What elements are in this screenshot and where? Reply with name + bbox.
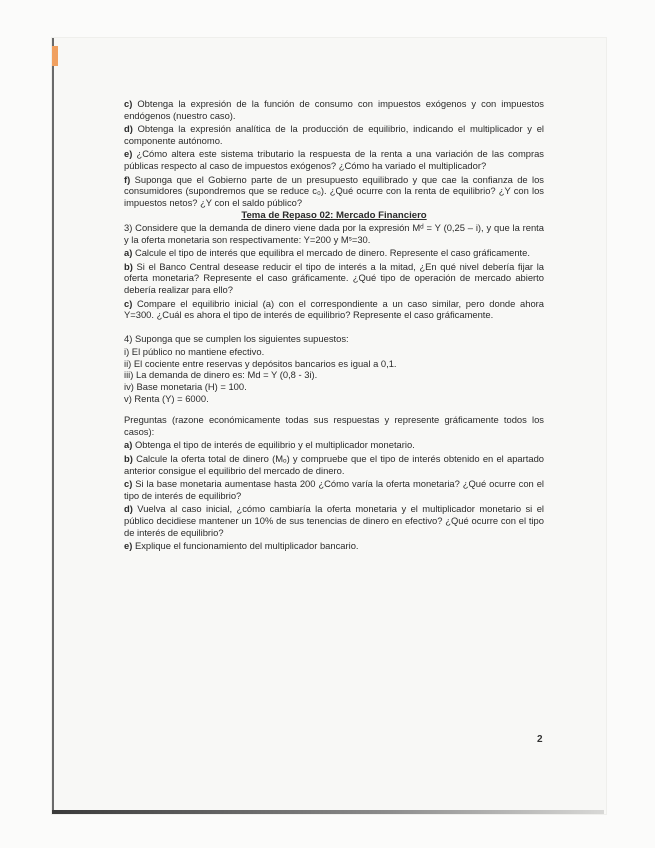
part1-item-c <box>124 98 544 121</box>
q4-intro: 4) Suponga que se cumplen los siguientes supuestos: <box>124 332 349 344</box>
q3-item-a <box>124 247 544 259</box>
part1-item-e <box>124 148 544 171</box>
q4-item-c <box>124 478 544 501</box>
q4-item-d <box>124 503 544 538</box>
assumption-item: iv) Base monetaria (H) = 100. <box>124 381 247 393</box>
item-label: a) <box>124 247 133 259</box>
item-text: Explique el funcionamiento del multiplicador bancario. <box>132 540 359 552</box>
q4-assumptions <box>124 346 544 404</box>
page-tab-mark <box>52 46 58 66</box>
page-bottom-edge <box>52 810 604 814</box>
q3-item-c <box>124 298 544 321</box>
item-text: ¿Cómo altera este sistema tributario la respuesta de la renta a una variación de las compras públicas respecto al caso de impuestos exógenos? ¿Cómo ha variado el multiplicador? <box>124 148 544 171</box>
item-label: a) <box>124 439 133 451</box>
item-label: c) <box>124 98 133 109</box>
item-text: Suponga que el Gobierno parte de un presupuesto equilibrado y que cae la confianza de los consumidores (supondremos que se reduce c₀). ¿Qué ocurre con la renta de equilibrio? ¿Y con los impuestos netos? ¿Y con el saldo público? <box>124 173 544 208</box>
item-label: b) <box>124 260 133 272</box>
item-text: Si la base monetaria aumentase hasta 200 ¿Cómo varía la oferta monetaria? ¿Qué ocurre con el tipo de interés de equilibrio? <box>124 478 544 501</box>
item-text: Calcule la oferta total de dinero (Mₒ) y compruebe que el tipo de interés obtenido en el apartado anterior consigue el equilibrio del mercado de dinero. <box>124 453 544 476</box>
q3-intro: 3) Considere que la demanda de dinero viene dada por la expresión Mᵈ = Y (0,25 – i), y que la renta y la oferta monetaria son respectivamente: Y=200 y Mˢ=30. <box>124 221 544 245</box>
item-label: f) <box>124 173 131 185</box>
item-label: c) <box>124 478 133 490</box>
item-text: Obtenga la expresión de la función de consumo con impuestos exógenos y con impuestos endógenos (nuestro caso). <box>124 98 544 121</box>
section-title: Tema de Repaso 02: Mercado Financiero <box>241 210 427 222</box>
spacer <box>124 323 544 333</box>
item-label: e) <box>124 148 133 160</box>
item-label: d) <box>124 503 133 515</box>
page-number: 2 <box>537 734 543 745</box>
assumption-item: iii) La demanda de dinero es: Md = Y (0,8 - 3i). <box>124 369 318 381</box>
assumption-item: ii) El cociente entre reservas y depósitos bancarios es igual a 0,1. <box>124 357 397 369</box>
item-text: Obtenga el tipo de interés de equilibrio y el multiplicador monetario. <box>132 439 415 451</box>
item-text: Vuelva al caso inicial, ¿cómo cambiaría la oferta monetaria y el multiplicador monetario si el público decidiese mantener un 10% de sus tenencias de dinero en efectivo? ¿Qué ocurre con el tipo de interés de equilibrio? <box>124 503 544 538</box>
assumption-item: v) Renta (Y) = 6000. <box>124 392 209 404</box>
q4-item-b <box>124 453 544 476</box>
item-text: Si el Banco Central desease reducir el tipo de interés a la mitad, ¿En qué nivel debería fijar la oferta monetaria? Represente el caso gráficamente. ¿Qué tipo de operación de mercado abierto debería realizar para ello? <box>124 260 544 295</box>
q3-item-b <box>124 261 544 296</box>
spacer <box>124 404 544 414</box>
q4-questions-intro: Preguntas (razone económicamente todas sus respuestas y represente gráficamente todos los casos): <box>124 414 544 437</box>
item-label: d) <box>124 123 133 135</box>
q4-item-a <box>124 439 544 451</box>
part1-item-f <box>124 174 544 209</box>
item-label: c) <box>124 297 133 309</box>
part1-item-d <box>124 123 544 146</box>
item-text: Obtenga la expresión analítica de la producción de equilibrio, indicando el multiplicador y el componente autónomo. <box>124 123 544 146</box>
document-content <box>124 98 544 554</box>
item-text: Compare el equilibrio inicial (a) con el correspondiente a un caso similar, pero donde ahora Y=300. ¿Cuál es ahora el tipo de interés de equilibrio? Represente el caso gráficamente. <box>124 297 544 321</box>
q4-item-e <box>124 540 544 552</box>
assumption-item: i) El público no mantiene efectivo. <box>124 346 265 358</box>
item-text: Calcule el tipo de interés que equilibra el mercado de dinero. Represente el caso gráficamente. <box>132 247 530 259</box>
item-label: b) <box>124 453 133 465</box>
item-label: e) <box>124 540 133 552</box>
